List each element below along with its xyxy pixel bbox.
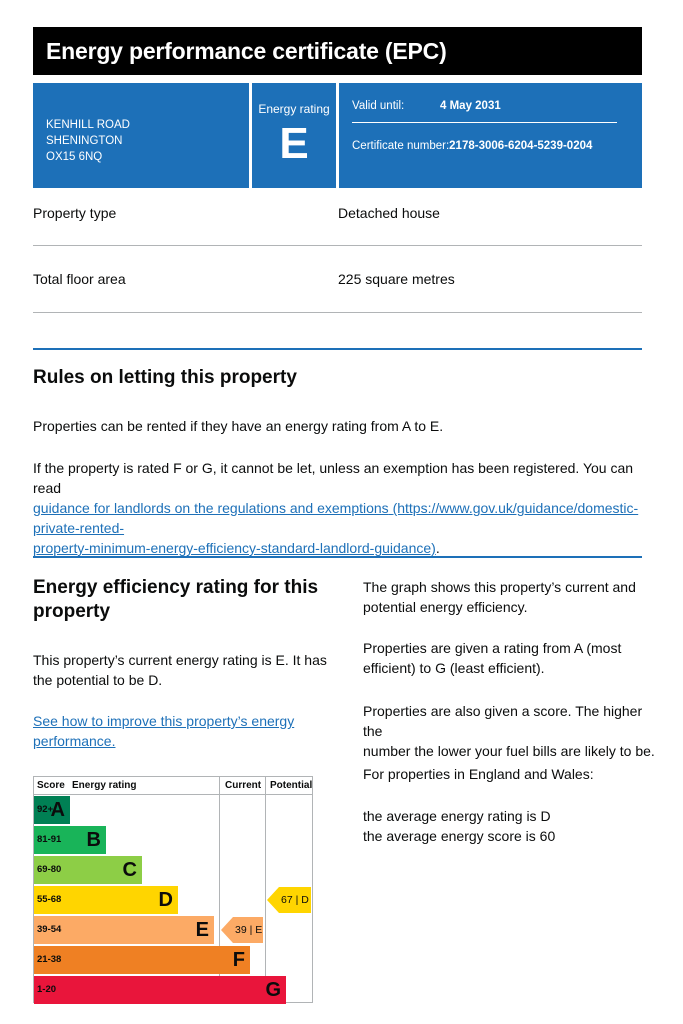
graph-explanation [363,577,653,617]
band-letter: G [265,979,281,1001]
floor-area-value: 225 square metres [338,271,455,287]
efficiency-heading-line-2: property [33,601,111,622]
band-d [34,886,178,914]
efficiency-heading-line-1: Energy efficiency rating for this [33,577,319,598]
certificate-row [352,140,592,152]
section-divider [33,556,642,558]
energy-rating-chart [33,776,313,1003]
landlord-guidance-link[interactable] [33,500,638,556]
address [46,117,130,165]
landlord-guidance-url-1: (https://www.gov.uk/guidance/domestic-private-rented- [33,500,639,536]
graph-explanation-1: The graph shows this property’s current and [363,579,636,595]
current-rating-text-2: the potential to be D. [33,672,163,688]
address-postcode: OX15 6NQ [46,151,103,163]
section-divider [33,348,642,350]
score-explanation [363,701,663,761]
address-box [33,83,249,188]
band-score-range: 21-38 [37,954,62,965]
potential-rating-arrow [267,887,311,913]
band-g [34,976,286,1004]
band-score-range: 55-68 [37,894,62,905]
rules-paragraph-1: Properties can be rented if they have an energy rating from A to E. [33,418,444,434]
potential-rating-arrow-label: 67 | D [281,894,309,906]
rules-paragraph-2 [33,458,648,558]
address-line-2: SHENINGTON [46,135,123,147]
band-f [34,946,250,974]
current-header: Current [225,780,262,791]
valid-until-row [352,100,617,123]
score-explanation-1: Properties are also given a score. The higher the [363,703,643,739]
current-rating-text-1: This property’s current energy rating is E. It has [33,652,327,668]
band-letter: D [158,889,173,911]
landlord-guidance-url-2: property-minimum-energy-efficiency-standard-landlord-guidance) [33,540,436,556]
floor-area-label: Total floor area [33,271,126,287]
current-rating-arrow-label: 39 | E [235,924,263,936]
energy-rating-box [252,83,336,188]
address-line-1: KENHILL ROAD [46,119,130,131]
current-rating-text [33,650,333,690]
page-title: Energy performance certificate (EPC) [46,38,447,64]
band-c [34,856,142,884]
improve-link-2: performance. [33,733,116,749]
valid-until-label: Valid until: [352,100,405,112]
band-score-range: 1-20 [37,984,57,995]
graph-explanation-2: potential energy efficiency. [363,599,528,615]
property-type-value: Detached house [338,205,440,221]
average-rating: the average energy rating is D [363,808,551,824]
england-wales-text: For properties in England and Wales: [363,766,594,782]
rules-paragraph-2-text: If the property is rated F or G, it cannot be let, unless an exemption has been registered. You can read [33,460,634,496]
band-score-range: 92+ [37,804,54,815]
chart-divider [265,777,266,1002]
rules-heading: Rules on letting this property [33,367,297,388]
band-e [34,916,214,944]
divider [33,312,642,313]
validity-box [339,83,642,188]
score-header: Score [37,780,65,791]
energy-rating-label: Energy rating [258,102,330,116]
chart-header-divider [34,794,312,795]
rules-paragraph-2-end: . [435,540,440,556]
band-score-range: 81-91 [37,834,62,845]
band-score-range: 39-54 [37,924,62,935]
divider [33,245,642,246]
band-letter: F [232,949,245,971]
score-explanation-2: number the lower your fuel bills are likely to be. [363,743,655,759]
current-rating-arrow [221,917,263,943]
property-type-label: Property type [33,205,117,221]
average-score: the average energy score is 60 [363,828,556,844]
rating-explanation [363,638,653,678]
rating-explanation-2: efficient) to G (least efficient). [363,660,545,676]
energy-rating-header: Energy rating [72,780,137,791]
certificate-label: Certificate number: [352,140,450,152]
band-letter: B [86,829,101,851]
potential-header: Potential [270,780,313,791]
landlord-guidance-link-text: guidance for landlords on the regulations and exemptions [33,500,389,516]
band-score-range: 69-80 [37,864,62,875]
band-b [34,826,106,854]
valid-until-date: 4 May 2031 [440,100,501,112]
band-letter: C [122,859,137,881]
title-bar [33,27,642,75]
certificate-number: 2178-3006-6204-5239-0204 [449,140,593,152]
rating-explanation-1: Properties are given a rating from A (most [363,640,622,656]
improve-performance-link[interactable] [33,711,333,751]
band-a [34,796,70,824]
efficiency-heading [33,576,333,624]
improve-link-1: See how to improve this property’s energy [33,713,295,729]
average-values [363,806,653,846]
band-letter: A [50,799,65,821]
energy-rating-letter: E [279,119,309,168]
band-letter: E [195,919,209,941]
